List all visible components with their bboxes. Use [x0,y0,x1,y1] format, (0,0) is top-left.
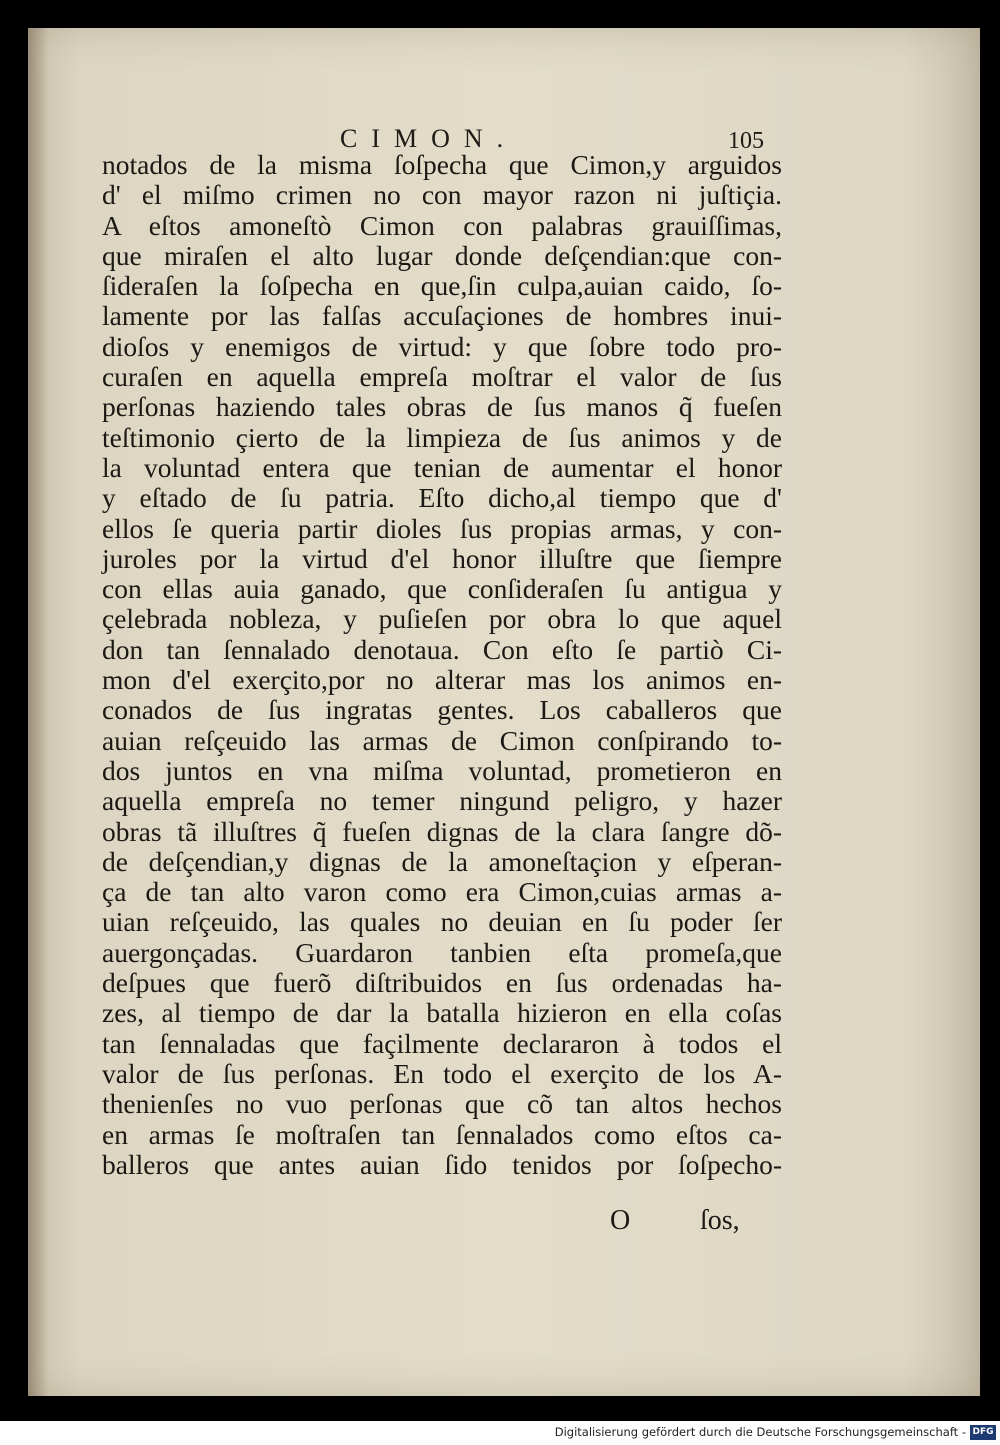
text-line: dos juntos en vna miſma voluntad, prometieron en [102,754,782,786]
text-line: auergonçadas. Guardaron tanbien eſta promeſa,que [102,936,782,968]
text-line: valor de ſus perſonas. En todo el exerçito de los A- [102,1057,782,1089]
text-line: ellos ſe queria partir dioles ſus propias armas, y con- [102,512,782,544]
credit-bar [0,1421,1000,1445]
page-footer-marks [102,1205,782,1237]
text-line: ça de tan alto varon como era Cimon,cuias armas a- [102,876,782,908]
text-line: dioſos y enemigos de virtud: y que ſobre todo pro- [102,330,782,362]
text-line: obras tã illuſtres q̃ fueſen dignas de la clara ſangre dõ- [102,815,782,847]
text-line: balleros que antes auian ſido tenidos por ſoſpecho- [102,1148,782,1180]
text-line: con ellas auia ganado, que conſideraſen ſu antigua y [102,573,782,605]
text-line: d' el miſmo crimen no con mayor razon ni juſtiçia. [102,179,782,211]
text-line: juroles por la virtud d'el honor illuſtre que ſiempre [102,542,782,574]
text-line: de deſçendian,y dignas de la amoneſtaçion y eſperan- [102,845,782,877]
credit-text: Digitalisierung gefördert durch die Deutsche Forschungsgemeinschaft - [554,1425,966,1439]
text-line: aquella empreſa no temer ningund peligro, y hazer [102,785,782,817]
text-line: auian reſçeuido las armas de Cimon conſpirando to- [102,724,782,756]
text-line: çelebrada nobleza, y puſieſen por obra lo que aquel [102,603,782,635]
text-line: zes, al tiempo de dar la batalla hizieron en ella coſas [102,997,782,1029]
text-line: thenienſes no vuo perſonas que cõ tan altos hechos [102,1088,782,1120]
text-line: en armas ſe moſtraſen tan ſennalados como eſtos ca- [102,1118,782,1150]
page-gutter-shadow [28,28,48,1396]
text-line: ſideraſen la ſoſpecha en que,ſin culpa,auian caido, ſo- [102,270,782,302]
text-line: la voluntad entera que tenian de aumentar el honor [102,451,782,483]
signature-mark: O [610,1205,631,1236]
text-line: notados de la misma ſoſpecha que Cimon,y arguidos [102,149,782,180]
text-line: uian reſçeuido, las quales no deuian en ſu poder ſer [102,906,782,938]
text-line: mon d'el exerçito,por no alterar mas los animos en- [102,664,782,696]
text-line: A eſtos amoneſtò Cimon con palabras grauiſſimas, [102,209,782,241]
text-line: conados de ſus ingratas gentes. Los caballeros que [102,694,782,726]
text-line: perſonas haziendo tales obras de ſus manos q̃ fueſen [102,391,782,423]
dfg-logo-icon: DFG [970,1425,996,1440]
text-line: y eſtado de ſu patria. Eſto dicho,al tiempo que d' [102,482,782,514]
page-number: 105 [728,128,764,154]
text-line: deſpues que fuerõ diſtribuidos en ſus ordenadas ha- [102,967,782,999]
text-line: curaſen en aquella empreſa moſtrar el valor de ſus [102,361,782,393]
body-text [102,150,782,1180]
text-line: teſtimonio çierto de la limpieza de ſus animos y de [102,421,782,453]
catchword: ſos, [700,1205,740,1236]
running-head: CIMON. [340,124,518,153]
text-line: don tan ſennalado denotaua. Con eſto ſe partiò Ci- [102,633,782,665]
text-line: tan ſennaladas que façilmente declararon à todos el [102,1027,782,1059]
text-line: lamente por las falſas accuſaçiones de hombres inui- [102,300,782,332]
text-line: que miraſen el alto lugar donde deſçendian:que con- [102,239,782,271]
